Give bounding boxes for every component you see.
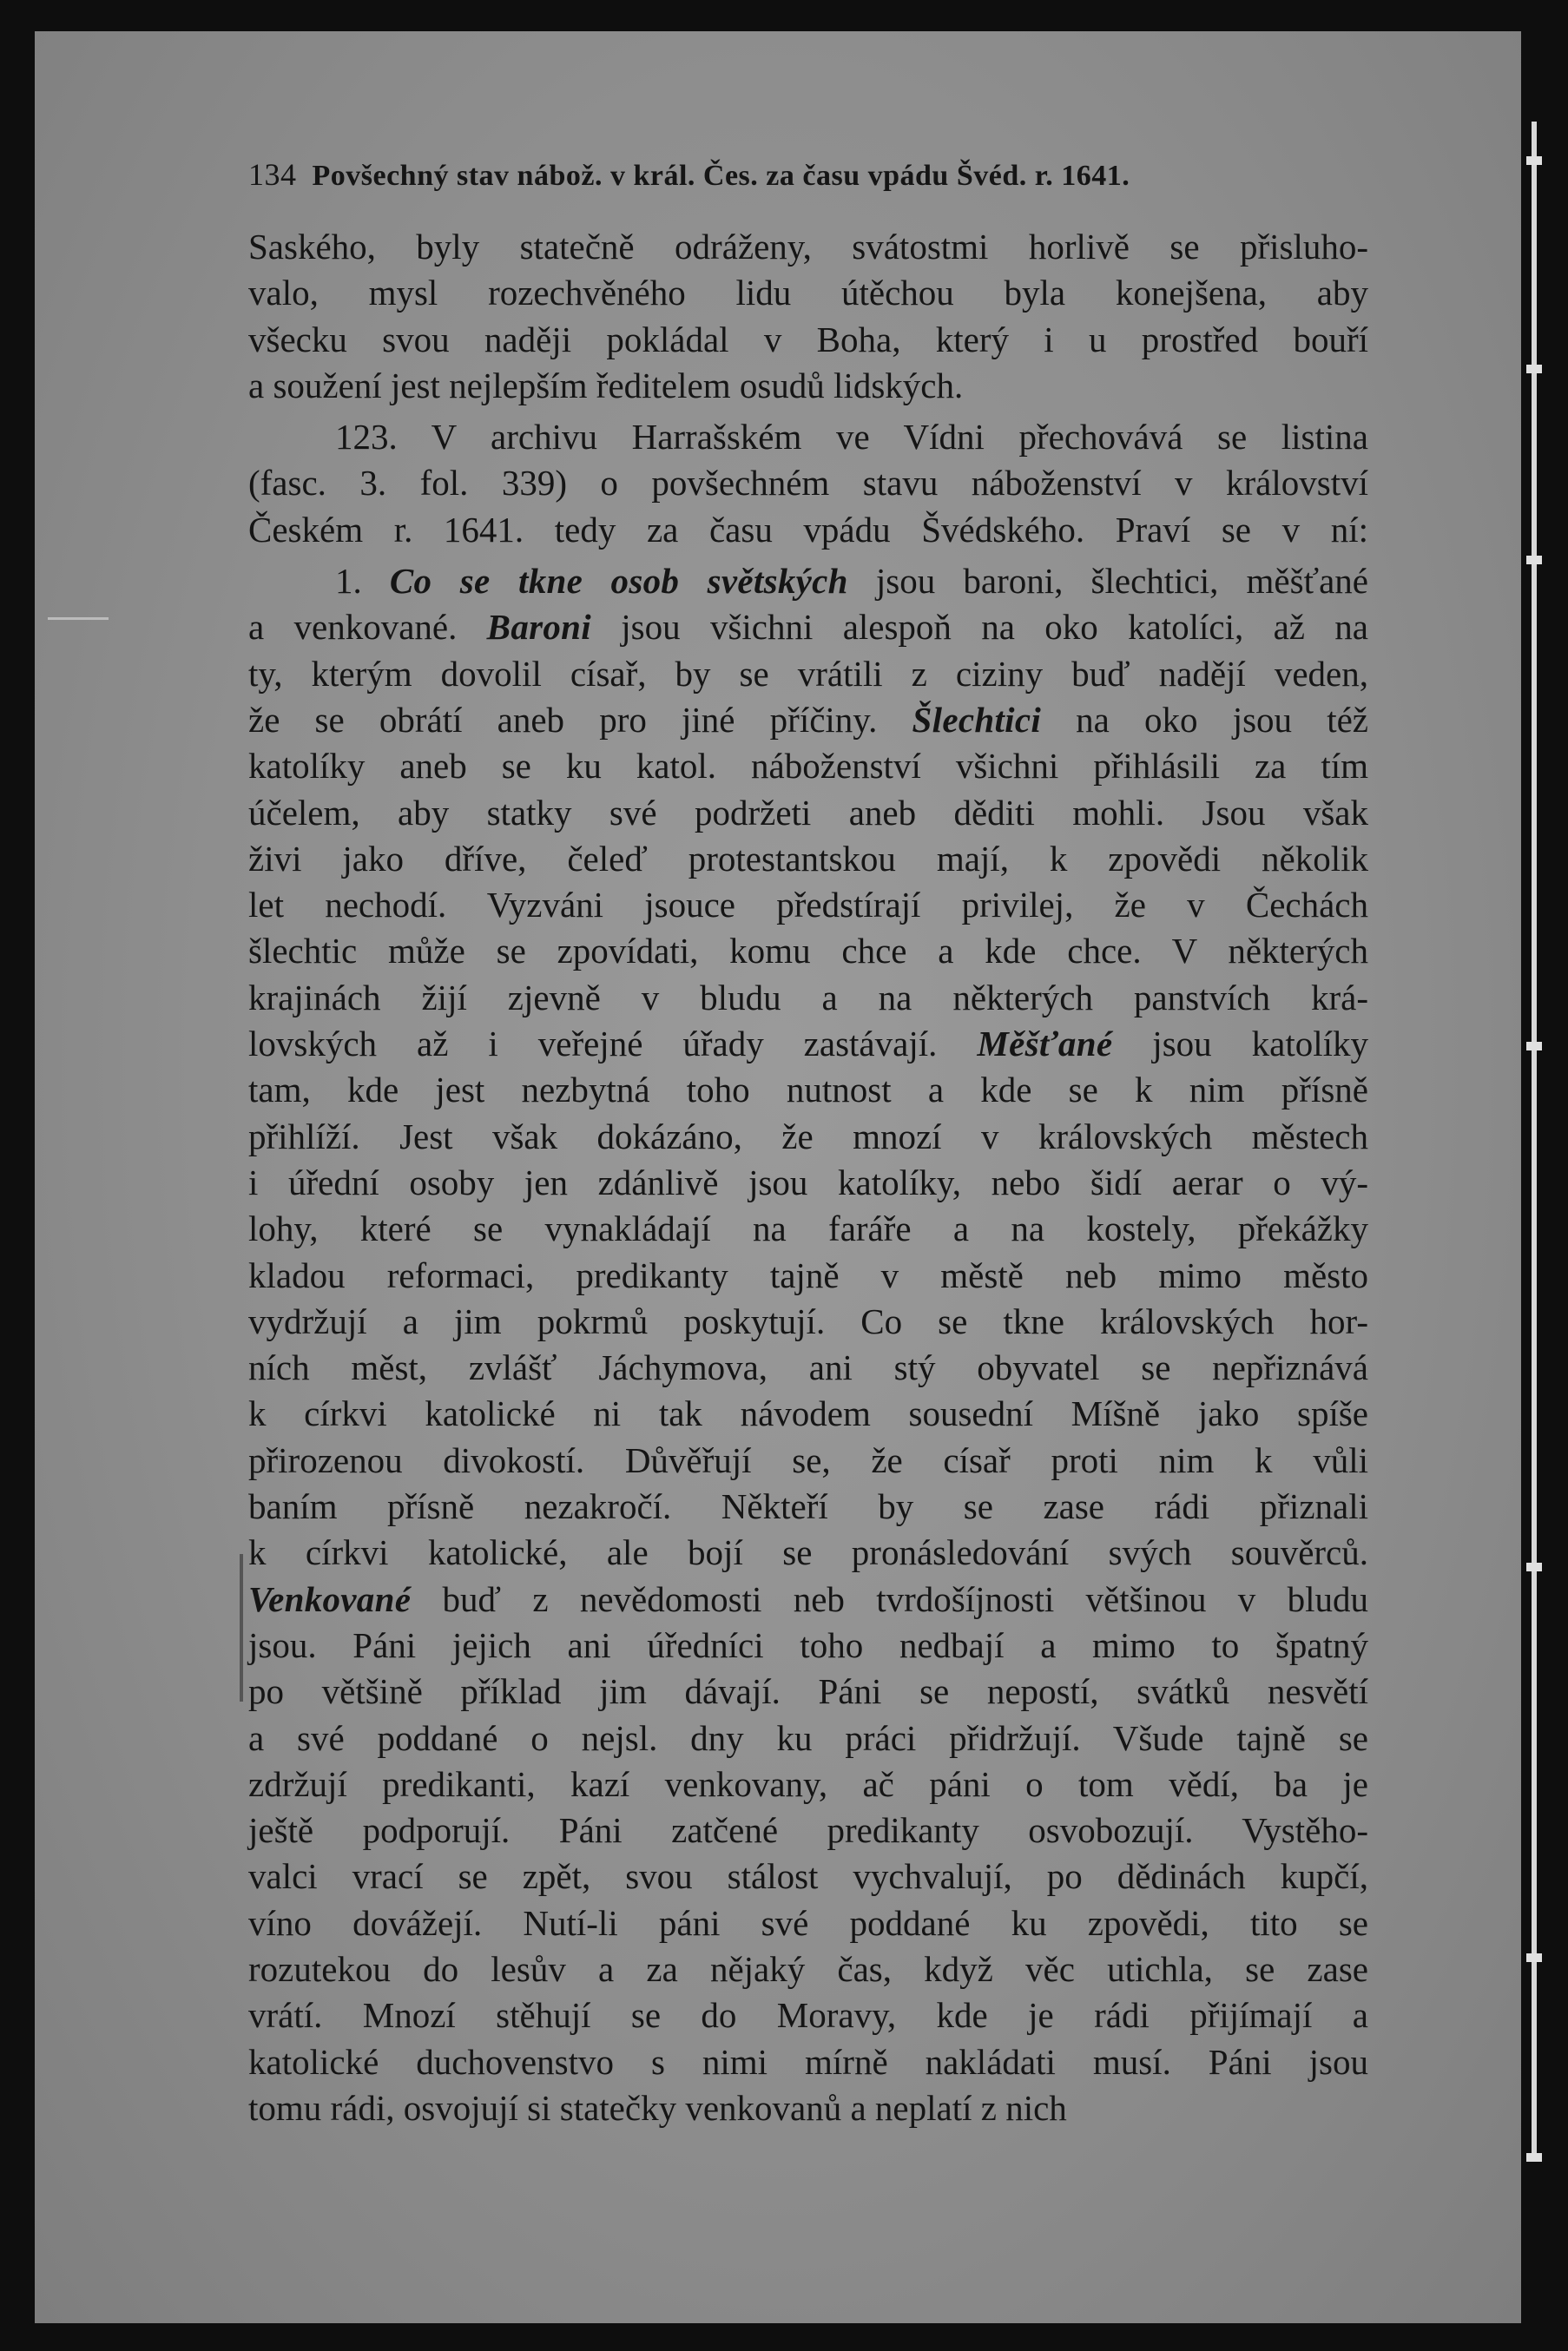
running-header bbox=[248, 156, 1368, 193]
text-line bbox=[248, 2039, 1368, 2085]
text-run: tomu rádi, osvojují si statečky venkovanů a neplatí z nich bbox=[248, 2087, 1067, 2128]
text-run: let nechodí. Vyzváni jsouce předstírají privilej, že v Čechách bbox=[248, 885, 1368, 925]
text-run: po většině příklad jim dávají. Páni se nepostí, svátků nesvětí bbox=[248, 1671, 1368, 1712]
text-run: kladou reformaci, predikanty tajně v městě neb mimo město bbox=[248, 1255, 1368, 1295]
emphasis-term: Šlechtici bbox=[912, 699, 1042, 740]
text-line bbox=[248, 1577, 1368, 1623]
text-line bbox=[248, 1808, 1368, 1854]
text-run: přirozenou divokostí. Důvěřují se, že císař proti nim k vůli bbox=[248, 1439, 1368, 1480]
text-run: (fasc. 3. fol. 339) o povšechném stavu náboženství v království bbox=[248, 463, 1368, 504]
text-line bbox=[248, 1114, 1368, 1160]
text-line bbox=[248, 651, 1368, 697]
text-run: 1. bbox=[335, 561, 390, 602]
text-line bbox=[248, 743, 1368, 789]
text-line bbox=[248, 1992, 1368, 2038]
text-run: Saského, byly statečně odráženy, svátostmi horlivě se přisluho- bbox=[248, 227, 1368, 267]
text-run: všecku svou naději pokládal v Boha, který i u prostřed bouří bbox=[248, 319, 1368, 359]
text-run: účelem, aby statky své podržeti aneb děditi mohli. Jsou však bbox=[248, 792, 1368, 833]
emphasis-term: Venkované bbox=[248, 1578, 412, 1619]
text-run: krajinách žijí zjevně v bludu a na některých panstvích krá- bbox=[248, 977, 1368, 1017]
edge-notch bbox=[1526, 1042, 1542, 1050]
text-run: i úřední osoby jen zdánlivě jsou katolíky, nebo šidí aerar o vý- bbox=[248, 1162, 1368, 1202]
page-number: 134 bbox=[248, 157, 297, 192]
text-run: lovských až i veřejné úřady zastávají. bbox=[248, 1024, 978, 1064]
text-line bbox=[248, 1716, 1368, 1762]
text-run: katolíky aneb se ku katol. náboženství všichni přihlásili za tím bbox=[248, 746, 1368, 787]
text-line bbox=[248, 1484, 1368, 1530]
text-run: tam, kde jest nezbytná toho nutnost a kde se k nim přísně bbox=[248, 1070, 1368, 1110]
text-run: lohy, které se vynakládají na faráře a na kostely, překážky bbox=[248, 1208, 1368, 1249]
text-line bbox=[248, 697, 1368, 743]
text-run: Českém r. 1641. tedy za času vpádu Švédského. Praví se v ní: bbox=[248, 509, 1368, 550]
text-line bbox=[248, 1623, 1368, 1669]
text-block bbox=[248, 156, 1368, 2131]
text-line bbox=[248, 558, 1368, 604]
text-line bbox=[248, 882, 1368, 928]
text-line bbox=[248, 1762, 1368, 1808]
edge-notch bbox=[1526, 365, 1542, 373]
text-run: katolické duchovenstvo s nimi mírně nakládati musí. Páni jsou bbox=[248, 2041, 1368, 2082]
text-line bbox=[248, 836, 1368, 882]
text-line bbox=[248, 1854, 1368, 1900]
edge-notch bbox=[1526, 556, 1542, 564]
text-line bbox=[248, 1900, 1368, 1946]
text-run: k církvi katolické, ale bojí se pronásledování svých souvěrců. bbox=[248, 1532, 1368, 1573]
text-run: živi jako dříve, čeleď protestantskou mají, k zpovědi několik bbox=[248, 838, 1368, 879]
edge-notch bbox=[1526, 1953, 1542, 1962]
text-line bbox=[248, 224, 1368, 270]
text-line bbox=[248, 317, 1368, 363]
text-run: buď z nevědomosti neb tvrdošíjnosti většinou v bludu bbox=[411, 1578, 1368, 1619]
text-line bbox=[248, 460, 1368, 506]
text-run: víno dovážejí. Nutí-li páni své poddané ku zpovědi, tito se bbox=[248, 1902, 1368, 1943]
text-line bbox=[248, 1067, 1368, 1113]
text-line bbox=[248, 270, 1368, 316]
text-run: šlechtic může se zpovídati, komu chce a kde chce. V některých bbox=[248, 931, 1368, 971]
text-line bbox=[248, 1669, 1368, 1715]
text-line bbox=[248, 507, 1368, 553]
text-run: ních měst, zvlášť Jáchymova, ani stý obyvatel se nepřiznává bbox=[248, 1347, 1368, 1388]
text-run: rozutekou do lesův a za nějaký čas, když věc utichla, se zase bbox=[248, 1948, 1368, 1989]
text-line bbox=[248, 928, 1368, 974]
text-line bbox=[248, 1021, 1368, 1067]
text-run: jsou. Páni jejich ani úředníci toho nedbají a mimo to špatný bbox=[248, 1624, 1368, 1665]
text-line bbox=[248, 1160, 1368, 1206]
text-run: ty, kterým dovolil císař, by se vrátili z ciziny buď nadějí veden, bbox=[248, 653, 1368, 694]
text-run: na oko jsou též bbox=[1041, 699, 1368, 740]
text-line bbox=[248, 1530, 1368, 1576]
text-line bbox=[248, 975, 1368, 1021]
text-run: k církvi katolické ni tak návodem sousední Míšně jako spíše bbox=[248, 1393, 1368, 1434]
text-run: jsou baroni, šlechtici, měšťané bbox=[847, 561, 1368, 602]
text-line bbox=[248, 1345, 1368, 1391]
edge-notch bbox=[1526, 1563, 1542, 1571]
text-run: baním přísně nezakročí. Někteří by se zase rádi přiznali bbox=[248, 1486, 1368, 1527]
text-run: zdržují predikanti, kazí venkovany, ač páni o tom vědí, ba je bbox=[248, 1763, 1368, 1804]
text-line bbox=[248, 414, 1368, 460]
text-line bbox=[248, 1438, 1368, 1484]
text-run: přihlíží. Jest však dokázáno, že mnozí v královských městech bbox=[248, 1116, 1368, 1156]
emphasis-term: Měšťané bbox=[977, 1024, 1113, 1064]
text-line bbox=[248, 1391, 1368, 1437]
edge-notch bbox=[1526, 156, 1542, 165]
text-run: vydržují a jim pokrmů poskytují. Co se tkne královských hor- bbox=[248, 1301, 1368, 1341]
text-run: a své poddané o nejsl. dny ku práci přidržují. Všude tajně se bbox=[248, 1717, 1368, 1758]
text-run: jsou katolíky bbox=[1112, 1024, 1368, 1064]
text-line bbox=[248, 1946, 1368, 1992]
text-run: vrátí. Mnozí stěhují se do Moravy, kde je rádi přijímají a bbox=[248, 1995, 1368, 2036]
emphasis-term: Co se tkne osob světských bbox=[389, 561, 848, 602]
text-run: ještě podporují. Páni zatčené predikanty osvobozují. Vystěho- bbox=[248, 1810, 1368, 1851]
text-run: jsou všichni alespoň na oko katolíci, až na bbox=[590, 607, 1368, 648]
text-line bbox=[248, 2085, 1368, 2131]
running-title: Povšechný stav nábož. v král. Čes. za času vpádu Švéd. r. 1641. bbox=[312, 160, 1130, 192]
emphasis-term: Baroni bbox=[486, 607, 591, 648]
margin-tick bbox=[48, 617, 109, 620]
body-text bbox=[248, 224, 1368, 2131]
edge-notch bbox=[1526, 2153, 1542, 2162]
text-line bbox=[248, 1253, 1368, 1299]
text-line bbox=[248, 363, 1368, 409]
text-run: že se obrátí aneb pro jiné příčiny. bbox=[248, 699, 912, 740]
page-edge-bar bbox=[1532, 122, 1537, 2162]
text-run: valo, mysl rozechvěného lidu útěchou byla konejšena, aby bbox=[248, 273, 1368, 313]
text-run: valci vrací se zpět, svou stálost vychvalují, po dědinách kupčí, bbox=[248, 1856, 1368, 1897]
text-line bbox=[248, 790, 1368, 836]
text-line bbox=[248, 1299, 1368, 1345]
text-line bbox=[248, 604, 1368, 650]
margin-pencil-mark bbox=[240, 1554, 243, 1702]
text-run: a soužení jest nejlepším ředitelem osudů lidských. bbox=[248, 365, 964, 405]
text-run: a venkované. bbox=[248, 607, 487, 648]
text-run: 123. V archivu Harrašském ve Vídni přechovává se listina bbox=[335, 417, 1368, 458]
text-line bbox=[248, 1206, 1368, 1252]
